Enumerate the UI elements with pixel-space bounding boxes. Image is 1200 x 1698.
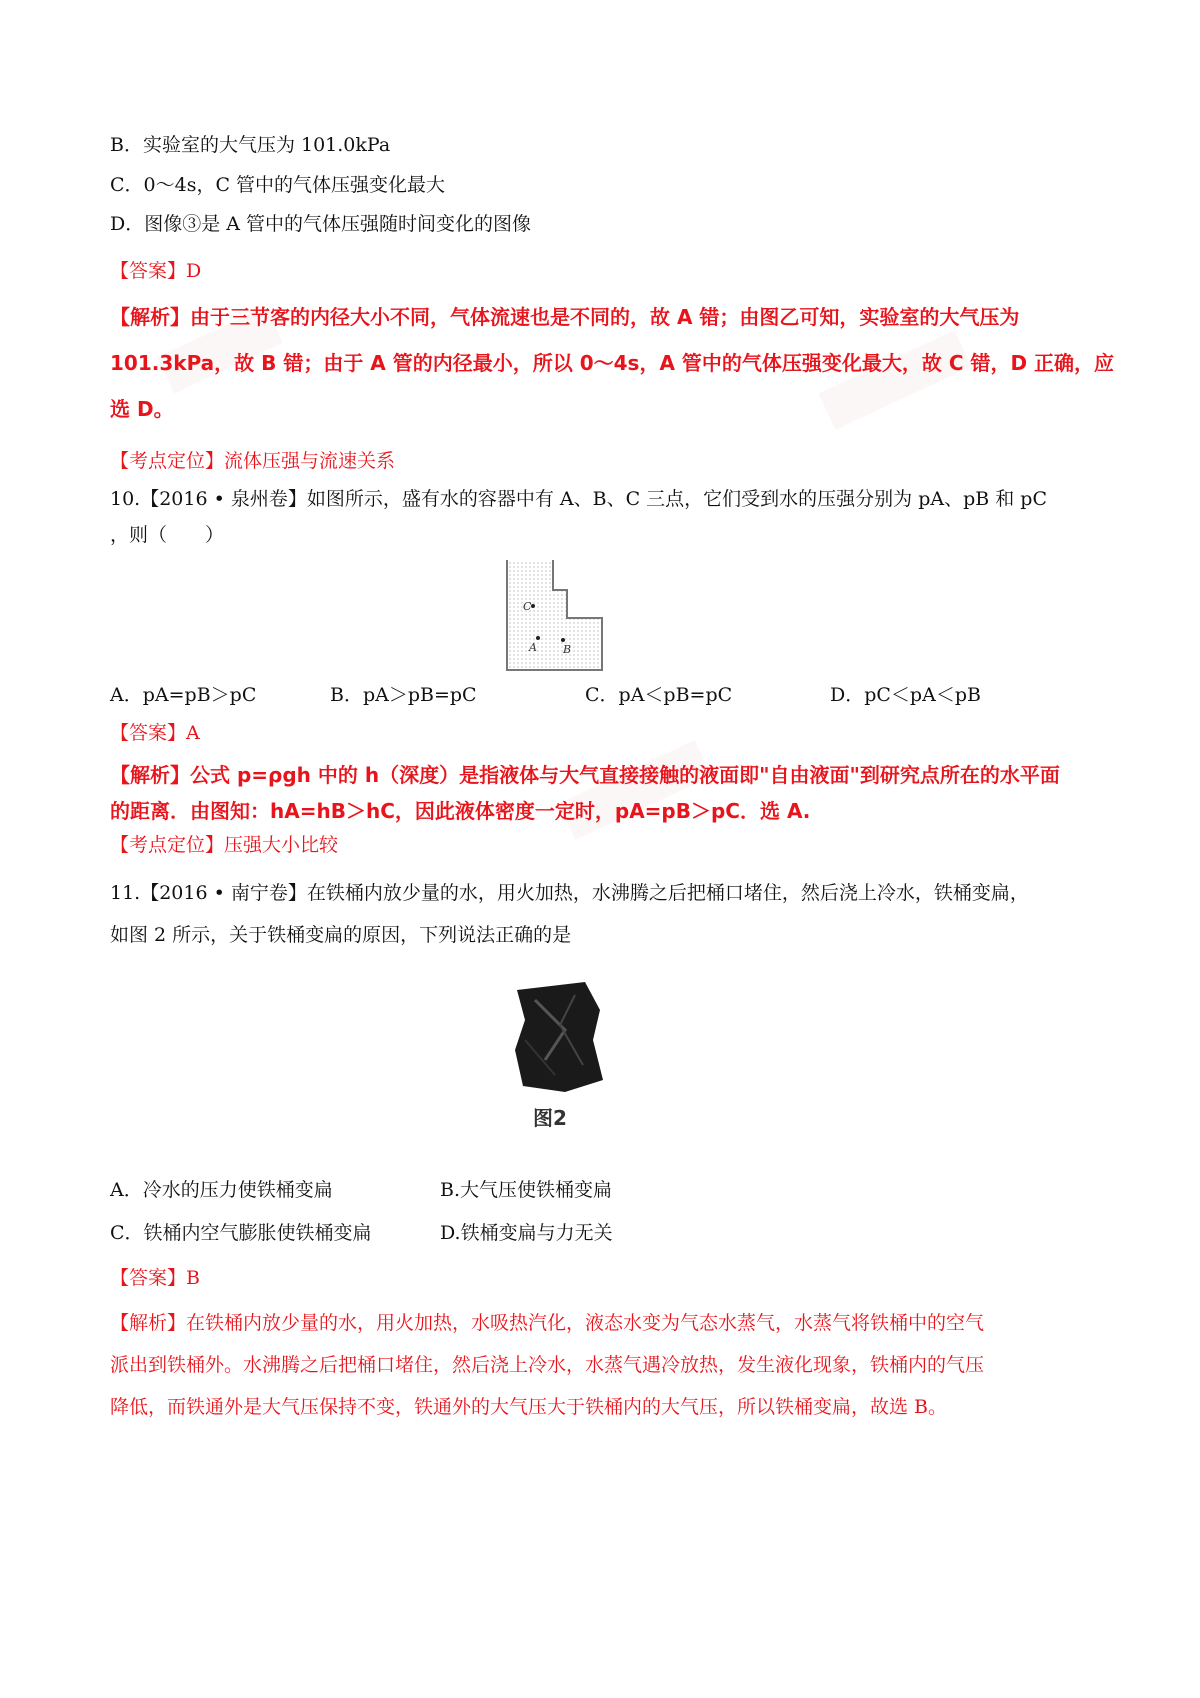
q11-stem-line2: 如图 2 所示，关于铁桶变扁的原因，下列说法正确的是 [110,924,572,946]
kaodian-label: 【考点定位】 [110,834,225,856]
answer-value: B [186,1267,200,1289]
q11-analysis-line1: 【解析】在铁桶内放少量的水，用火加热，水吸热汽化，液态水变为气态水蒸气，水蒸气将铁桶中的空气 [110,1312,985,1334]
water-container-diagram [505,558,605,673]
q11-option-c: C．铁桶内空气膨胀使铁桶变扁 [110,1222,372,1244]
q11-option-d: D.铁桶变扁与力无关 [440,1222,613,1244]
q10-analysis-line1: 【解析】公式 p=ρgh 中的 h（深度）是指液体与大气直接接触的液面即"自由液面"到研究点所在的水平面 [110,763,1060,787]
q9-analysis-line3: 选 D。 [110,397,174,421]
q10-option-a: A．pA=pB＞pC [110,684,257,706]
answer-label: 【答案】 [110,722,187,744]
answer-label: 【答案】 [110,1267,187,1289]
point-c-label: C [523,600,532,613]
point-b-label: B [563,643,572,656]
watermark [819,330,972,430]
crushed-bucket-figure [505,980,615,1130]
q11-answer [110,1265,200,1291]
q11-analysis-line2: 派出到铁桶外。水沸腾之后把桶口堵住，然后浇上冷水，水蒸气遇冷放热，发生液化现象，铁桶内的气压 [110,1354,985,1376]
q10-stem-line2: ，则（ ） [110,524,225,546]
q10-option-d: D．pC＜pA＜pB [830,684,981,706]
q11-stem-line1: 11.【2016 • 南宁卷】在铁桶内放少量的水，用火加热，水沸腾之后把桶口堵住，然后浇上冷水，铁桶变扁， [110,882,1029,904]
q9-analysis-line2: 101.3kPa，故 B 错；由于 A 管的内径最小，所以 0～4s，A 管中的气体压强变化最大，故 C 错，D 正确，应 [110,351,1115,375]
figure-caption: 图2 [533,1106,567,1130]
q9-kaodian [110,448,395,474]
crushed-bucket-image [505,980,615,1100]
kaodian-value: 流体压强与流速关系 [224,450,396,472]
q9-option-d: D．图像③是 A 管中的气体压强随时间变化的图像 [110,213,532,235]
answer-value: D [186,260,202,282]
answer-value: A [186,722,200,744]
kaodian-label: 【考点定位】 [110,450,225,472]
q10-option-b: B．pA＞pB=pC [330,684,477,706]
container-figure [505,558,605,677]
point-a-label: A [529,641,537,654]
analysis-label: 【解析】 [110,1312,187,1334]
q10-option-c: C．pA＜pB=pC [585,684,733,706]
q10-analysis-line2: 的距离．由图知：hA=hB＞hC，因此液体密度一定时，pA=pB＞pC．选 A. [110,799,811,823]
watermark [559,740,712,840]
answer-label: 【答案】 [110,260,187,282]
q10-stem-line1: 10.【2016 • 泉州卷】如图所示，盛有水的容器中有 A、B、C 三点，它们受到水的压强分别为 pA、pB 和 pC [110,488,1047,510]
analysis-label: 【解析】 [110,763,190,787]
analysis-label: 【解析】 [110,305,190,329]
q9-answer [110,258,201,284]
q11-analysis-line3: 降低，而铁通外是大气压保持不变，铁通外的大气压大于铁桶内的大气压，所以铁桶变扁，故选 B。 [110,1396,948,1418]
kaodian-value: 压强大小比较 [224,834,339,856]
q9-analysis-line1: 【解析】由于三节客的内径大小不同，气体流速也是不同的，故 A 错；由图乙可知，实验室的大气压为 [110,305,1020,329]
q11-option-b: B.大气压使铁桶变扁 [440,1179,613,1201]
q9-option-b: B．实验室的大气压为 101.0kPa [110,134,391,156]
q10-answer [110,720,200,746]
q10-kaodian [110,832,338,858]
q9-option-c: C．0～4s，C 管中的气体压强变化最大 [110,174,446,196]
q11-option-a: A．冷水的压力使铁桶变扁 [110,1179,333,1201]
